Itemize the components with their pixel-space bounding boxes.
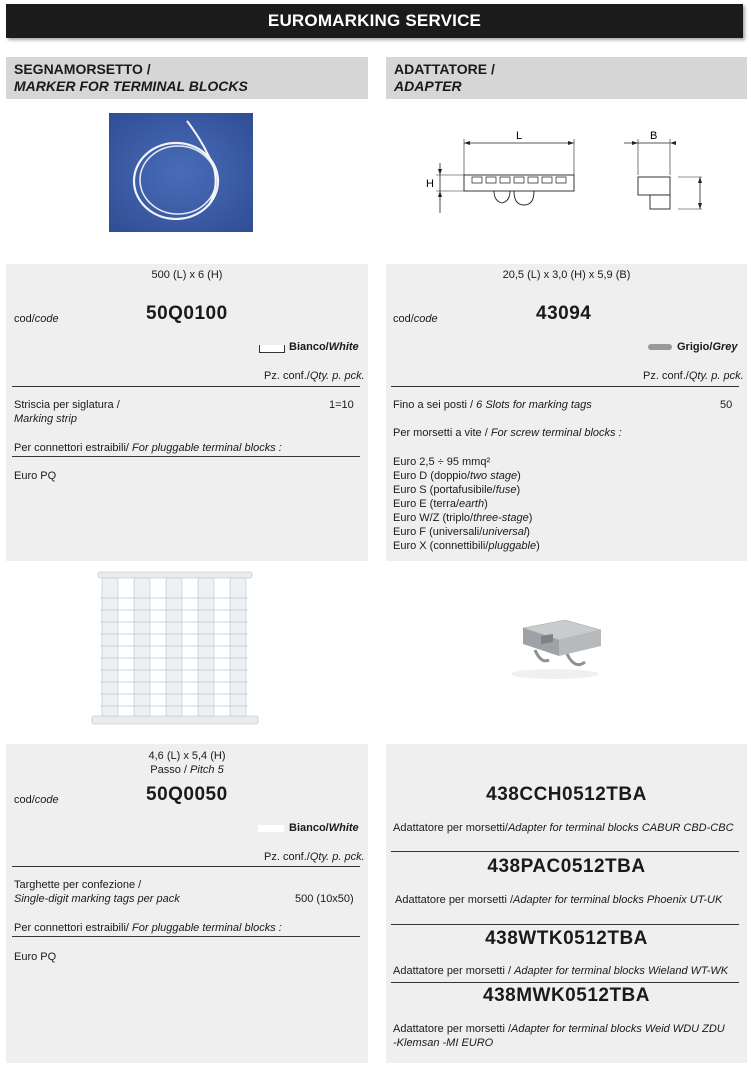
divider	[391, 982, 739, 983]
qty-label: Pz. conf./Qty. p. pck.	[264, 370, 365, 382]
product-code: 43094	[536, 303, 592, 324]
marking-strip-photo	[109, 113, 253, 232]
adapter-description-cont: -Klemsan -MI EURO	[393, 1037, 494, 1049]
section-title-it: SEGNAMORSETTO /	[14, 61, 151, 77]
adapter-description: Adattatore per morsetti / Adapter for terminal blocks Wieland WT-WK	[393, 965, 729, 977]
adapter-code: 438PAC0512TBA	[487, 856, 646, 877]
qty-value: 500 (10x50)	[295, 893, 354, 905]
list-item: Euro F (universali/universal)	[393, 526, 530, 538]
grey-color-swatch	[648, 344, 672, 350]
page-banner: EUROMARKING SERVICE	[6, 4, 743, 38]
adapter-description: Adattatore per morsetti /Adapter for terminal blocks Phoenix UT-UK	[395, 894, 723, 906]
qty-label: Pz. conf./Qty. p. pck.	[643, 370, 744, 382]
section-header-marker	[6, 57, 368, 99]
section-title-en: ADAPTER	[394, 78, 462, 94]
compatibility-label: Per connettori estraibili/ For pluggable terminal blocks :	[14, 442, 282, 454]
qty-value: 50	[720, 399, 733, 411]
code-label: cod/code	[14, 313, 59, 325]
marking-tags-photo	[90, 570, 260, 728]
product-code: 50Q0050	[146, 784, 228, 805]
description-en: Single-digit marking tags per pack	[14, 893, 180, 905]
divider	[12, 866, 360, 867]
divider	[391, 386, 739, 387]
divider	[12, 386, 360, 387]
adapter-code: 438CCH0512TBA	[486, 784, 647, 805]
adapter-code: 438WTK0512TBA	[485, 928, 648, 949]
list-item: Euro W/Z (triplo/three-stage)	[393, 512, 533, 524]
qty-label: Pz. conf./Qty. p. pck.	[264, 851, 365, 863]
dimensions: 20,5 (L) x 3,0 (H) x 5,9 (B)	[502, 269, 631, 281]
divider	[12, 456, 360, 457]
list-item: Euro D (doppio/two stage)	[393, 470, 521, 482]
description-en: Marking strip	[14, 413, 77, 425]
qty-value: 1=10	[329, 399, 354, 411]
product-code: 50Q0100	[146, 303, 228, 324]
adapter-photo	[505, 612, 605, 682]
description-it: Targhette per confezione /	[14, 879, 142, 891]
adapter-description: Adattatore per morsetti/Adapter for terminal blocks CABUR CBD-CBC	[393, 822, 734, 834]
section-header-adapter	[386, 57, 747, 99]
series-name: Euro PQ	[14, 951, 57, 963]
screw-compatibility-label: Per morsetti a vite / For screw terminal blocks :	[393, 427, 622, 439]
white-color-swatch	[258, 825, 284, 832]
divider	[391, 924, 739, 925]
list-item: Euro 2,5 ÷ 95 mmq²	[393, 456, 491, 468]
dimensions: 4,6 (L) x 5,4 (H)	[148, 750, 226, 762]
description: Fino a sei posti / 6 Slots for marking tags	[393, 399, 592, 411]
section-title-it: ADATTATORE /	[394, 61, 495, 77]
divider	[391, 851, 739, 852]
list-item: Euro S (portafusibile/fuse)	[393, 484, 521, 496]
code-label: cod/code	[393, 313, 438, 325]
drawing-label-l: L	[516, 130, 523, 142]
color-label: Bianco/White	[289, 341, 359, 353]
divider	[12, 936, 360, 937]
color-label: Bianco/White	[289, 822, 359, 834]
section-title-en: MARKER FOR TERMINAL BLOCKS	[14, 78, 248, 94]
list-item: Euro X (connettibili/pluggable)	[393, 540, 540, 552]
dimensions: 500 (L) x 6 (H)	[151, 269, 223, 281]
list-item: Euro E (terra/earth)	[393, 498, 488, 510]
pitch: Passo / Pitch 5	[150, 764, 224, 776]
adapter-code: 438MWK0512TBA	[483, 985, 650, 1006]
drawing-label-h: H	[426, 178, 434, 190]
series-name: Euro PQ	[14, 470, 57, 482]
compatible-series-list	[393, 455, 540, 553]
code-label: cod/code	[14, 794, 59, 806]
drawing-label-b: B	[650, 130, 658, 142]
color-label: Grigio/Grey	[677, 341, 738, 353]
description-it: Striscia per siglatura /	[14, 399, 120, 411]
adapter-description: Adattatore per morsetti /Adapter for terminal blocks Weid WDU ZDU	[393, 1023, 725, 1035]
compatibility-label: Per connettori estraibili/ For pluggable terminal blocks :	[14, 922, 282, 934]
adapter-technical-drawing	[420, 125, 720, 220]
white-color-swatch	[259, 345, 285, 353]
